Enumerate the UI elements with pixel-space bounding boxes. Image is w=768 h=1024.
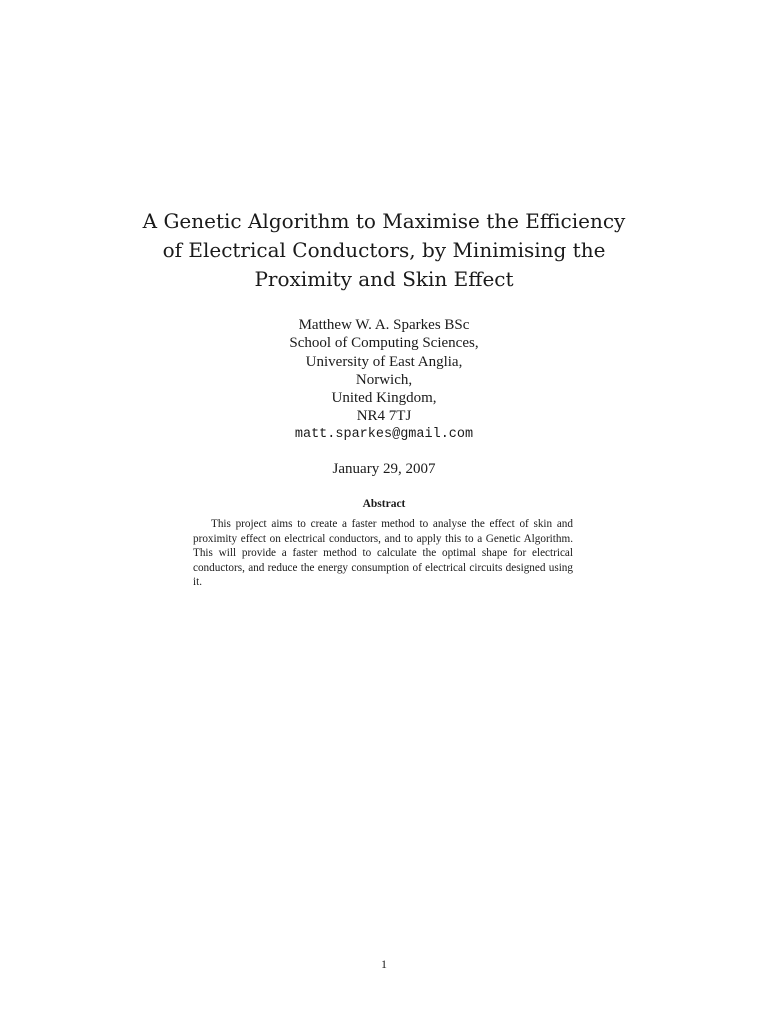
affiliation-line: NR4 7TJ bbox=[356, 408, 412, 425]
affiliation-line: United Kingdom, bbox=[331, 390, 437, 407]
author-name: Matthew W. A. Sparkes BSc bbox=[298, 317, 470, 333]
author-email: matt.sparkes@gmail.com bbox=[294, 426, 474, 442]
abstract-text: This project aims to create a faster method to analyse the effect of skin and proximity effect on electrical conductors, and to apply this to a Genetic Algorithm. This will provide a faster method to calculate the optimal shape for electrical conductors, and reduce the energy consumption of electrical circuits designed using it. bbox=[193, 518, 573, 589]
affiliation-line: University of East Anglia, bbox=[305, 353, 463, 370]
affiliation-line: School of Computing Sciences, bbox=[289, 335, 479, 352]
publication-date: January 29, 2007 bbox=[332, 461, 436, 477]
page-number: 1 bbox=[381, 957, 387, 971]
title-line: A Genetic Algorithm to Maximise the Efficiency bbox=[142, 209, 626, 233]
affiliation-line: Norwich, bbox=[355, 371, 413, 388]
title-line: Proximity and Skin Effect bbox=[254, 267, 514, 291]
title-line: of Electrical Conductors, by Minimising the bbox=[162, 238, 606, 262]
paper-title bbox=[84, 207, 684, 294]
abstract-heading: Abstract bbox=[362, 498, 406, 510]
author-block bbox=[184, 316, 584, 444]
